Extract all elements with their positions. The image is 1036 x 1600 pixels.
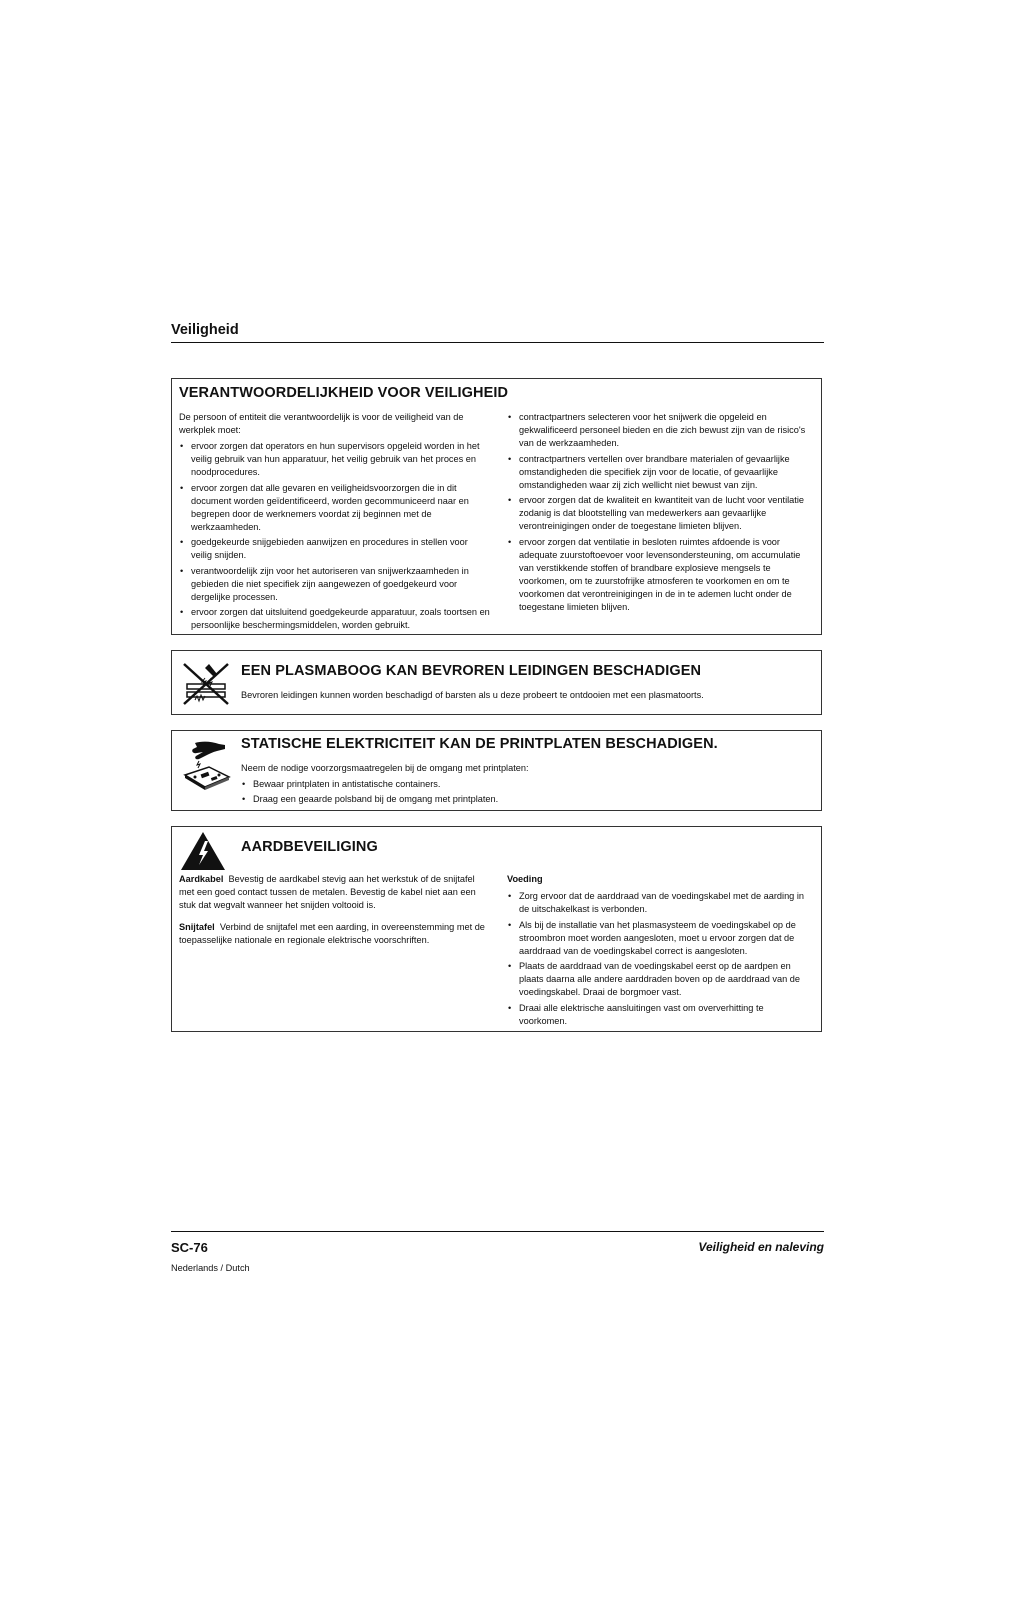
- list-item: • ervoor zorgen dat alle gevaren en veiligheidsvoorzorgen die in dit document worden geïdentificeerd, worden gecommuniceerd naar en begrepen door de werknemers voordat zij beginnen met de werkzaamheden.: [179, 482, 491, 534]
- voeding-title: Voeding: [507, 874, 543, 884]
- list-item: • goedgekeurde snijgebieden aanwijzen en procedures in stellen voor veilig snijden.: [179, 536, 491, 562]
- static-warning-title: STATISCHE ELEKTRICITEIT KAN DE PRINTPLATEN BESCHADIGEN.: [241, 736, 718, 752]
- voeding-list: [507, 890, 814, 1028]
- grounding-right-column: [507, 873, 814, 1030]
- static-warning-list: [241, 778, 498, 808]
- list-item: • contractpartners vertellen over brandbare materialen of gevaarlijke omstandigheden die specifiek zijn voor de locatie, of gevaarlijke omstandigheden waar zij zich wellicht niet bewust van zijn.: [507, 453, 814, 492]
- snijtafel-label: Snijtafel: [179, 922, 215, 932]
- aardkabel-paragraph: [179, 873, 485, 912]
- static-warning-intro: Neem de nodige voorzorgsmaatregelen bij de omgang met printplaten:: [241, 763, 529, 773]
- aardkabel-text: Bevestig de aardkabel stevig aan het werkstuk of de snijtafel met een goed contact tussen de metalen. Bevestig de kabel niet aan een stuk dat wegvalt wanneer het snijden voltooid is.: [179, 874, 476, 910]
- grounding-box: [171, 826, 822, 1032]
- list-item: • verantwoordelijk zijn voor het autoriseren van snijwerkzaamheden in gebieden die niet specifiek zijn aangewezen of goedgekeurd voor dergelijke processen.: [179, 565, 491, 604]
- list-item: • contractpartners selecteren voor het snijwerk die opgeleid en gekwalificeerd personeel bieden en die zich bewust zijn van de risico's van de werkzaamheden.: [507, 411, 814, 450]
- snijtafel-paragraph: [179, 921, 485, 947]
- snijtafel-text: Verbind de snijtafel met een aarding, in overeenstemming met de toepasselijke nationale en regionale elektrische voorschriften.: [179, 922, 485, 945]
- electrical-warning-icon: [180, 831, 226, 871]
- plasma-warning-title: EEN PLASMABOOG KAN BEVROREN LEIDINGEN BESCHADIGEN: [241, 663, 702, 679]
- section-title: Veiligheid: [171, 322, 239, 338]
- list-item: • Draai alle elektrische aansluitingen vast om oververhitting te voorkomen.: [507, 1002, 814, 1028]
- list-item: • ervoor zorgen dat uitsluitend goedgekeurde apparatuur, zoals toortsen en persoonlijke beschermingsmiddelen, worden gebruikt.: [179, 606, 491, 632]
- plasma-warning-text: Bevroren leidingen kunnen worden beschadigd of barsten als u deze probeert te ontdooien met een plasmatoorts.: [241, 690, 704, 700]
- responsibility-left-list: [179, 440, 491, 632]
- grounding-title: AARDBEVEILIGING: [241, 839, 378, 855]
- document-title: Veiligheid en naleving: [698, 1240, 824, 1254]
- list-item: • Draag een geaarde polsband bij de omgang met printplaten.: [241, 793, 498, 806]
- responsibility-intro: De persoon of entiteit die verantwoordelijk is voor de veiligheid van de werkplek moet:: [179, 412, 464, 435]
- aardkabel-label: Aardkabel: [179, 874, 224, 884]
- list-item: • Als bij de installatie van het plasmasysteem de voedingskabel op de stroombron moet worden aangesloten, moet u ervoor zorgen dat de aarddraad van de voedingskabel correct is aangesloten.: [507, 919, 814, 958]
- list-item: • ervoor zorgen dat ventilatie in besloten ruimtes afdoende is voor adequate zuurstoftoevoer voor levensondersteuning, om accumulatie van verstikkende stoffen of brandbare explosieve mengsels te voorkomen, om te zuurstofrijke atmosferen te voorkomen en om te voorkomen dat verontreinigingen in de in te ademen lucht onder de toegestane limieten blijven.: [507, 536, 814, 614]
- responsibility-title: VERANTWOORDELIJKHEID VOOR VEILIGHEID: [179, 385, 509, 401]
- footer-rule: [171, 1231, 824, 1232]
- static-warning-box: [171, 730, 822, 811]
- grounding-left-column: [179, 873, 485, 947]
- language-label: Nederlands / Dutch: [171, 1263, 250, 1273]
- plasma-warning-box: [171, 650, 822, 715]
- responsibility-box: [171, 378, 822, 635]
- section-header: [171, 321, 824, 343]
- no-thawing-pipes-icon: [181, 660, 231, 708]
- list-item: • ervoor zorgen dat operators en hun supervisors opgeleid worden in het veilig gebruik van hun apparatuur, het veilig gebruik van het proces en noodprocedures.: [179, 440, 491, 479]
- page-number: SC-76: [171, 1240, 208, 1255]
- responsibility-left-column: [179, 411, 491, 635]
- list-item: • Zorg ervoor dat de aarddraad van de voedingskabel met de aarding in de uitschakelkast is verbonden.: [507, 890, 814, 916]
- responsibility-right-column: [507, 411, 814, 616]
- list-item: • ervoor zorgen dat de kwaliteit en kwantiteit van de lucht voor ventilatie zodanig is dat blootstelling van medewerkers aan gevaarlijke verontreinigingen onder de toegestane limieten blijven.: [507, 494, 814, 533]
- hand-circuit-board-icon: [181, 739, 233, 793]
- list-item: • Plaats de aarddraad van de voedingskabel eerst op de aardpen en plaats daarna alle andere aarddraden boven op de aarddraad van de voedingskabel. Draai de borgmoer vast.: [507, 960, 814, 999]
- list-item: • Bewaar printplaten in antistatische containers.: [241, 778, 498, 791]
- responsibility-right-list: [507, 411, 814, 614]
